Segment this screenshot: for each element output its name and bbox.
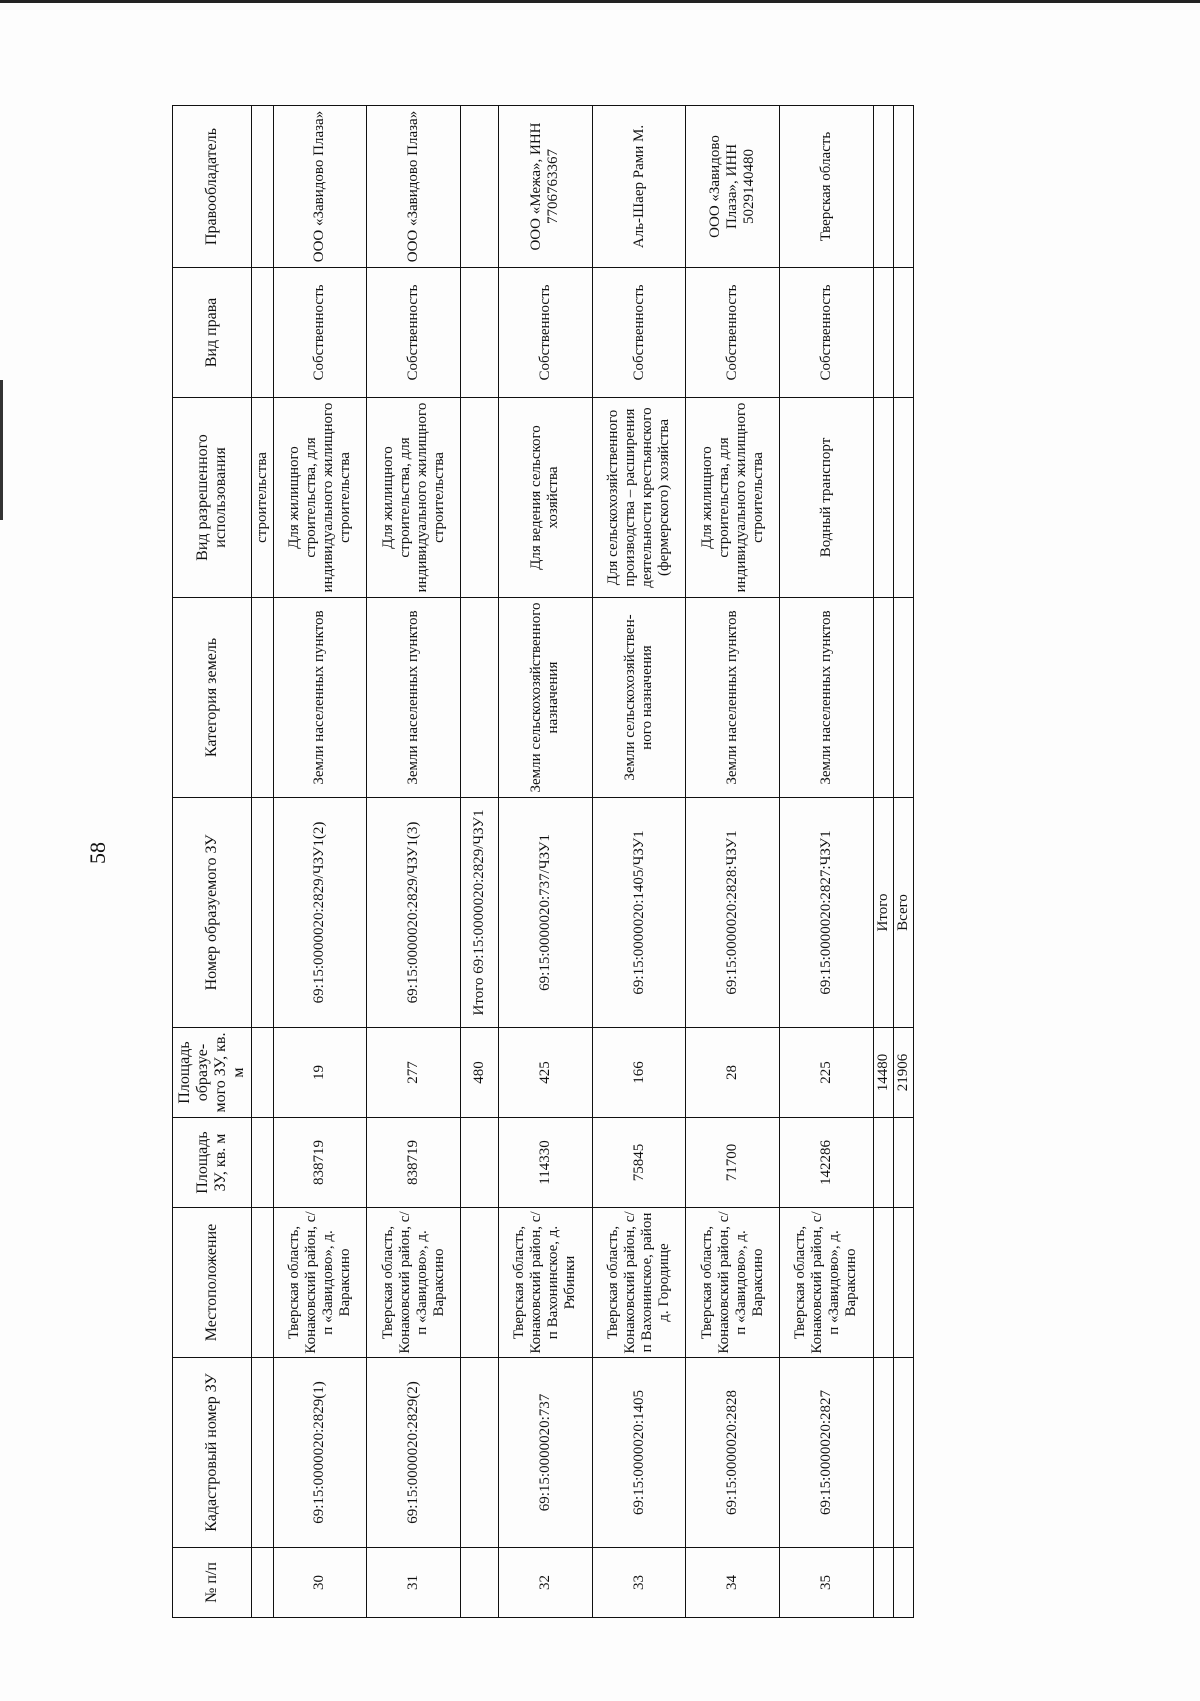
table-row-total-vsego (893, 106, 913, 1618)
cell-use: Для жилищного строительства, для индивидуального жилищного строительства (686, 398, 780, 598)
header-right: Вид права (173, 268, 252, 398)
cell-cadastral: 69:15:0000020:2827 (780, 1358, 874, 1548)
cell-area: 838719 (273, 1118, 367, 1208)
table-row (592, 106, 686, 1618)
table-header-row (173, 106, 252, 1618)
cell-category: Земли сельскохозяйствен-ного назначения (592, 598, 686, 798)
table-row (686, 106, 780, 1618)
header-use: Вид разрешенного использования (173, 398, 252, 598)
cell-owner: ООО «Завидово Плаза» (273, 106, 367, 268)
cell-cadastral: 69:15:0000020:2829(1) (273, 1358, 367, 1548)
scan-edge-top (0, 0, 1200, 3)
cell-cadastral: 69:15:0000020:2828 (686, 1358, 780, 1548)
cell-num: 30 (273, 1548, 367, 1618)
cell-location: Тверская область, Конаковский район, с/п «Завидово», д. Вараксино (273, 1208, 367, 1358)
cell-use: Водный транспорт (780, 398, 874, 598)
header-new-number: Номер образуемого ЗУ (173, 798, 252, 1028)
cell-right: Собственность (367, 268, 461, 398)
cell-new-area: 425 (499, 1028, 593, 1118)
table-row-total-itogo (873, 106, 893, 1618)
table-row (367, 106, 461, 1618)
cell-area: 114330 (499, 1118, 593, 1208)
cell-right: Собственность (686, 268, 780, 398)
cell-category: Земли населенных пунктов (780, 598, 874, 798)
cell-cadastral: 69:15:0000020:1405 (592, 1358, 686, 1548)
cell-subtotal-label: Итого 69:15:0000020:2829/ЧЗУ1 (460, 798, 498, 1028)
cell-right: Собственность (780, 268, 874, 398)
cell-new-number: 69:15:0000020:737/ЧЗУ1 (499, 798, 593, 1028)
header-category: Категория земель (173, 598, 252, 798)
cell-new-area: 28 (686, 1028, 780, 1118)
cell-right: Собственность (273, 268, 367, 398)
cell-new-number: 69:15:0000020:2829/ЧЗУ1(3) (367, 798, 461, 1028)
cell-use: Для жилищного строительства, для индивидуального жилищного строительства (367, 398, 461, 598)
header-num: № п/п (173, 1548, 252, 1618)
table-row (780, 106, 874, 1618)
cell-new-number: 69:15:0000020:2828:ЧЗУ1 (686, 798, 780, 1028)
cell-category: Земли населенных пунктов (686, 598, 780, 798)
cell-subtotal-area: 480 (460, 1028, 498, 1118)
table-row-continuation (251, 106, 273, 1618)
cell-itogo-value: 14480 (873, 1028, 893, 1118)
cell-new-area: 19 (273, 1028, 367, 1118)
cell-owner: ООО «Завидово Плаза» (367, 106, 461, 268)
cell-vsego-value: 21906 (893, 1028, 913, 1118)
cell-new-number: 69:15:0000020:2829/ЧЗУ1(2) (273, 798, 367, 1028)
header-owner: Правообладатель (173, 106, 252, 268)
cell-new-area: 225 (780, 1028, 874, 1118)
scan-edge-left (0, 380, 3, 520)
cell-num: 34 (686, 1548, 780, 1618)
cell-right: Собственность (592, 268, 686, 398)
cell-num: 32 (499, 1548, 593, 1618)
cell-new-area: 166 (592, 1028, 686, 1118)
cell-new-area: 277 (367, 1028, 461, 1118)
table-row-subtotal (460, 106, 498, 1618)
cell-cadastral: 69:15:0000020:2829(2) (367, 1358, 461, 1548)
cell-use: Для жилищного строительства, для индивидуального жилищного строительства (273, 398, 367, 598)
cell-vsego-label: Всего (893, 798, 913, 1028)
header-cadastral: Кадастровый номер ЗУ (173, 1358, 252, 1548)
cell-num: 35 (780, 1548, 874, 1618)
cell-num: 33 (592, 1548, 686, 1618)
cell-area: 838719 (367, 1118, 461, 1208)
cell-category: Земли населенных пунктов (367, 598, 461, 798)
table-row (273, 106, 367, 1618)
cell-right: Собственность (499, 268, 593, 398)
cell-owner: ООО «Завидово Плаза», ИНН 5029140480 (686, 106, 780, 268)
cell-owner: ООО «Межа», ИНН 7706763367 (499, 106, 593, 268)
header-location: Местоположение (173, 1208, 252, 1358)
cell-use: строительства (251, 398, 273, 598)
cell-new-number: 69:15:0000020:2827:ЧЗУ1 (780, 798, 874, 1028)
cell-owner: Тверская область (780, 106, 874, 268)
header-new-area: Площадь образуе-мого ЗУ, кв. м (173, 1028, 252, 1118)
cell-use: Для ведения сельского хозяйства (499, 398, 593, 598)
cell-area: 75845 (592, 1118, 686, 1208)
rotated-table-container (172, 106, 914, 1618)
cell-area: 71700 (686, 1118, 780, 1208)
cell-owner: Аль-Шаер Рами М. (592, 106, 686, 268)
cell-location: Тверская область, Конаковский район, с/п «Завидово», д. Вараксино (367, 1208, 461, 1358)
cell-location: Тверская область, Конаковский район, с/п «Завидово», д. Вараксино (780, 1208, 874, 1358)
cell-cadastral: 69:15:0000020:737 (499, 1358, 593, 1548)
cell-location: Тверская область, Конаковский район, с/п Вахонинское, д. Рябинки (499, 1208, 593, 1358)
cell-use: Для сельскохозяйственного производства – расширения деятельности крестьянского (фермерского) хозяйства (592, 398, 686, 598)
land-plots-table (172, 105, 914, 1618)
cell-category: Земли населенных пунктов (273, 598, 367, 798)
cell-category: Земли сельскохозяйственного назначения (499, 598, 593, 798)
cell-num: 31 (367, 1548, 461, 1618)
cell-area: 142286 (780, 1118, 874, 1208)
page-number: 58 (85, 842, 110, 864)
header-area: Площадь ЗУ, кв. м (173, 1118, 252, 1208)
table-row (499, 106, 593, 1618)
cell-itogo-label: Итого (873, 798, 893, 1028)
cell-new-number: 69:15:0000020:1405/ЧЗУ1 (592, 798, 686, 1028)
cell-location: Тверская область, Конаковский район, с/п «Завидово», д. Вараксино (686, 1208, 780, 1358)
cell-location: Тверская область, Конаковский район, с/п Вахонинское, район д. Городище (592, 1208, 686, 1358)
